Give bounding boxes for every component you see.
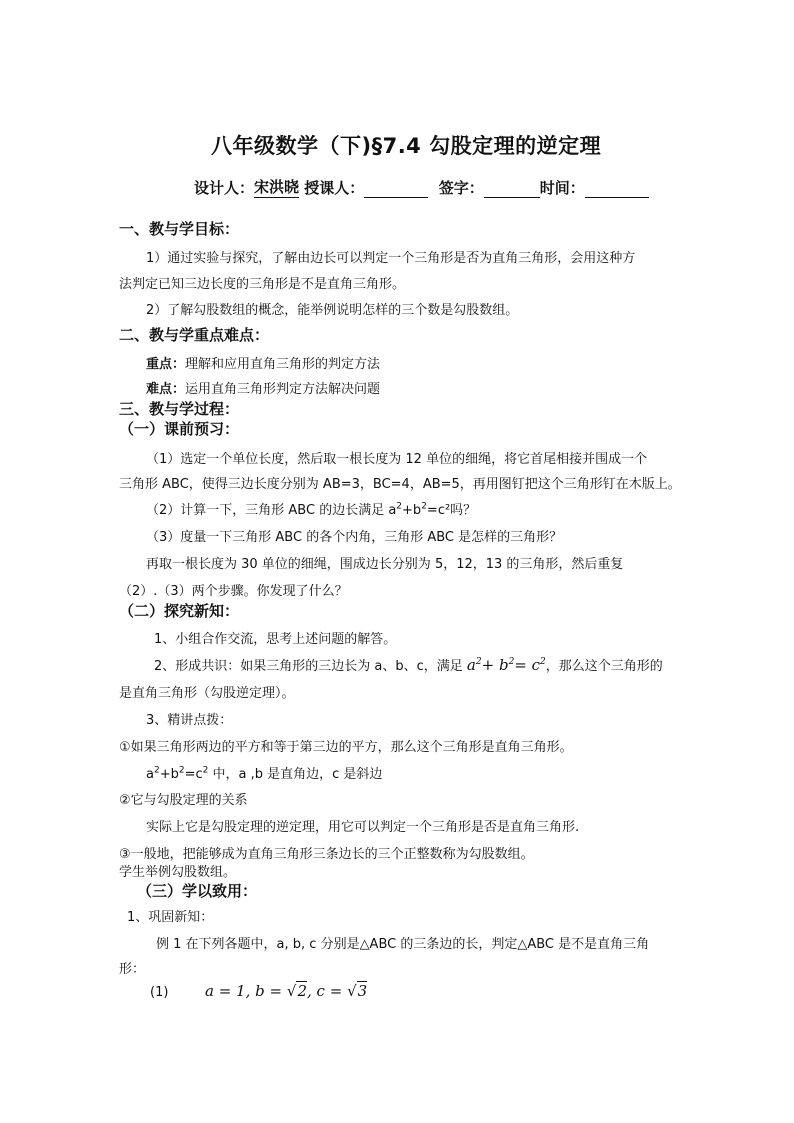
point-1-formula: $a^2+b^2=c^2$ 中，a ,b 是直角边，c 是斜边 — [146, 765, 383, 782]
key-point — [146, 353, 380, 372]
preview-1-line-1: （1）选定一个单位长度，然后取一根长度为 12 单位的细绳，将它首尾相接并围成一个 — [146, 452, 648, 467]
time-label: 时间： — [539, 179, 585, 197]
key-label: 重点： — [146, 357, 186, 372]
sign-label: 签字： — [438, 179, 484, 197]
point-3: ③一般地，把能够成为直角三角形三条边长的三个正整数称为勾股数组。 — [119, 847, 534, 862]
time-blank[interactable] — [585, 179, 649, 198]
objective-2: 2）了解勾股数组的概念，能举例说明怎样的三个数是勾股数组。 — [146, 303, 519, 318]
q1-b: b = — [255, 982, 283, 1000]
diff-text: 运用直角三角形判定方法解决问题 — [185, 382, 381, 397]
designer-name: 宋洪晓 — [254, 178, 300, 196]
designer-label: 设计人： — [194, 179, 255, 197]
apply-1: 1、巩固新知： — [127, 910, 214, 925]
teacher-label: 授课人： — [304, 179, 365, 197]
diff-label: 难点： — [146, 382, 186, 397]
preview-4-line-2: （2）.（3）两个步骤。你发现了什么？ — [119, 584, 348, 599]
formula-d: 中，a ,b 是直角边，c 是斜边 — [212, 767, 383, 782]
pythagorean-formula: $a^2+ b^2= c^2$ — [466, 656, 546, 674]
point-1: ①如果三角形两边的平方和等于第三边的平方，那么这个三角形是直角三角形。 — [119, 740, 573, 755]
section-2-title: 二、教与学重点难点： — [119, 326, 270, 344]
preview-2-a: （2）计算一下，三角形 ABC 的边长满足 a — [146, 503, 397, 518]
preview-1-line-2: 三角形 ABC，使得三边长度分别为 AB=3，BC=4，AB=5，再用图钉把这个三角形钉在木版上。 — [119, 477, 681, 492]
preview-3: （3）度量一下三角形 ABC 的各个内角，三角形 ABC 是怎样的三角形？ — [146, 530, 563, 545]
explore-2-b: ，那么这个三角形的 — [545, 659, 663, 674]
formula-a: a — [146, 767, 154, 782]
sign-blank[interactable] — [484, 179, 540, 198]
explore-1: 1、小组合作交流，思考上述问题的解答。 — [154, 632, 397, 647]
q1-c: c = — [316, 982, 343, 1000]
subsection-3-title: （三）学以致用： — [137, 882, 258, 900]
point-2: ②它与勾股定理的关系 — [119, 793, 248, 808]
q1-c-radicand: 3 — [357, 982, 368, 1000]
explore-3: 3、精讲点拨： — [146, 713, 233, 728]
explore-2 — [154, 655, 663, 674]
q1-b-radicand: 2 — [297, 982, 307, 1000]
objective-1-line-2: 法判定已知三边长度的三角形是不是直角三角形。 — [119, 277, 406, 292]
key-text: 理解和应用直角三角形的判定方法 — [185, 357, 381, 372]
teacher-blank[interactable] — [364, 179, 428, 198]
preview-2: （2）计算一下，三角形 ABC 的边长满足 $a^2+b^2=c^2$吗？ — [146, 501, 477, 518]
section-3-title: 三、教与学过程： — [119, 400, 240, 418]
difficult-point — [146, 378, 380, 397]
question-1-formula: a = 1, b = √2, c = √3 — [205, 982, 368, 1000]
q1-a: a = 1, — [205, 982, 251, 1000]
section-1-title: 一、教与学目标： — [119, 220, 240, 238]
explore-2-line-2: 是直角三角形（勾股逆定理）。 — [119, 686, 295, 701]
page-title: 八年级数学（下)§7.4 勾股定理的逆定理 — [211, 134, 602, 158]
question-1-label: (1) — [150, 985, 169, 1000]
subsection-2-title: （二）探究新知： — [119, 602, 240, 620]
formula-c: =c — [184, 767, 203, 782]
explore-2-a: 2、形成共识：如果三角形的三边长为 a、b、c，满足 — [154, 659, 463, 674]
example-1-line-1: 例 1 在下列各题中，a, b, c 分别是△ABC 的三条边的长，判定△ABC 是不是直角三角 — [156, 937, 650, 952]
example-1-line-2: 形： — [119, 962, 146, 977]
subsection-1-title: （一）课前预习： — [119, 420, 240, 438]
objective-1-line-1: 1）通过实验与探究，了解由边长可以判定一个三角形是否为直角三角形，会用这种方 — [146, 251, 636, 266]
preview-4-line-1: 再取一根长度为 30 单位的细绳，围成边长分别为 5，12，13 的三角形，然后重复 — [146, 557, 624, 572]
preview-2-b: +b — [402, 503, 422, 518]
point-3-line-2: 学生举例勾股数组。 — [119, 865, 237, 880]
formula-b: +b — [159, 767, 179, 782]
meta-line — [194, 176, 649, 198]
point-2-text: 实际上它是勾股定理的逆定理，用它可以判定一个三角形是否是直角三角形. — [146, 820, 580, 835]
preview-2-c: =c²吗？ — [426, 503, 477, 518]
